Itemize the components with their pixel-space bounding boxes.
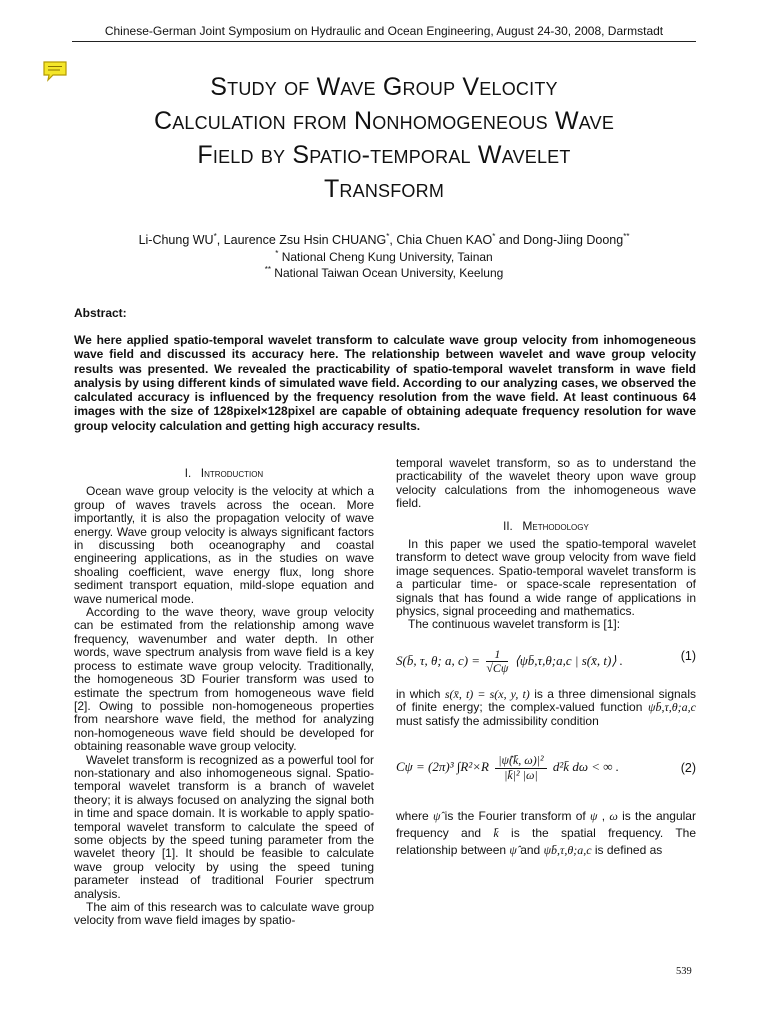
affiliation-mark: * <box>213 231 217 241</box>
page-number: 539 <box>676 966 692 977</box>
left-column <box>74 464 374 928</box>
right-column <box>396 457 696 859</box>
equation-1 <box>396 638 696 682</box>
section-heading-methodology: II. Methodology <box>503 518 589 533</box>
equation-denominator: √Cψ <box>486 661 509 676</box>
author-name: Dong-Jiing Doong <box>523 233 624 247</box>
paragraph: in which s(x̄, t) = s(x, y, t) is a three dimensional signals of finite energy; the complex-valued function ψb̄,τ,θ;a,c must satisfy the admissibility condition <box>396 686 697 728</box>
paragraph: where ψ̂ is the Fourier transform of ψ , ω is the angular frequency and k̄ is the spatial frequency. The relationship between ψ̂ and ψb̄,τ,θ;a,c is defined as <box>396 809 697 858</box>
equation-numerator: 1 <box>486 648 508 662</box>
paragraph: Wavelet transform is recognized as a powerful tool for non-stationary and also inhomogeneous signal. Spatio-temporal wavelet transform is a branch of wavelet theory; it is always focused on analyzing the signal both in time and space domain. It is workable to apply spatio-temporal wavelet transform to calculate the speed of some objects by the speed tuning parameter from the wavelet theory [1]. It should be feasible to calculate wave group velocity by using the speed tuning parameter instead of traditional Fourier spectrum analysis. <box>74 752 374 901</box>
title-line: Study of Wave Group Velocity <box>210 73 558 101</box>
title-line: Transform <box>323 175 445 203</box>
abstract-heading: Abstract: <box>74 306 127 320</box>
equation-number: (2) <box>680 761 696 776</box>
paragraph: temporal wavelet transform, so as to understand the practicability of the wavelet theory upon wave group velocity calculations from the inhomogeneous wave field. <box>396 456 696 511</box>
affiliation-mark: ** <box>623 231 630 241</box>
affiliation-mark: * <box>492 231 496 241</box>
paragraph: The aim of this research was to calculate wave group velocity from wave field images by spatio- <box>74 900 374 928</box>
paragraph: Ocean wave group velocity is the velocity at which a group of waves travels across the ocean. More importantly, it is also the propagation velocity of wave energy. Wave group velocity is always significant factors in discussing both oceanography and coastal engineering applications, as in the studies on wave shoaling coefficient, wave energy flux, long shore sediment transport equation, mild-slope equation and wave numerical mode. <box>74 484 374 606</box>
running-header: Chinese-German Joint Symposium on Hydraulic and Ocean Engineering, August 24-30, 2008, Darmstadt <box>72 24 696 42</box>
section-heading-introduction: I. Introduction <box>184 466 264 480</box>
equation-number: (1) <box>680 648 696 663</box>
author-name: Chia Chuen KAO <box>396 233 493 247</box>
affiliation-2: ** National Taiwan Ocean University, Keelung <box>264 265 504 280</box>
equation-rhs: ⟨ψb̄,τ,θ;a,c | s(x̄, t)⟩ . <box>514 652 623 668</box>
affiliation-mark: * <box>386 231 390 241</box>
abstract-text: We here applied spatio-temporal wavelet transform to calculate wave group velocity from inhomogeneous wave field and discussed its accuracy here. The relationship between wavelet and wave group velocity results was presented. We revealed the practicability of spatio-temporal wavelet transform in wave field analysis by using different kinds of simulated wave field. According to our analyzing cases, we observed the calculated accuracy is influenced by the frequency resolution from the wave field. At least continuous 64 images with the size of 128pixel×128pixel are capable of obtaining adequate frequency resolution for wave group velocity calculation and getting high accuracy results. <box>74 333 696 433</box>
equation-2 <box>396 742 696 802</box>
affiliation-1: * National Cheng Kung University, Tainan <box>275 249 493 264</box>
equation-lhs: Cψ = (2π)³ ∫R²×R <box>396 758 489 774</box>
author-list: Li-Chung WU*, Laurence Zsu Hsin CHUANG*, Chia Chuen KAO* and Dong-Jiing Doong** <box>138 231 630 247</box>
paragraph: The continuous wavelet transform is [1]: <box>408 617 621 632</box>
paragraph: According to the wave theory, wave group velocity can be estimated from the relationship among wave frequency, wavenumber and water depth. In other words, wave spectrum analysis from wave field is a key process to estimate wave group velocity. Traditionally, the homogeneous 3D Fourier transform was used to estimate the spectrum from homogeneous wave field [2]. Owing to possible non-homogeneous properties from nearshore wave field, the method for analyzing non-homogeneous wave field should be developed for obtaining reasonable wave group velocity. <box>74 605 374 754</box>
paper-title <box>60 70 708 206</box>
title-line: Field by Spatio-temporal Wavelet <box>197 141 571 169</box>
author-name: Laurence Zsu Hsin CHUANG <box>223 233 387 247</box>
equation-denominator: |k̄|² |ω| <box>504 767 538 782</box>
paragraph: In this paper we used the spatio-temporal wavelet transform to detect wave group velocity from wave field image sequences. Spatio-temporal wavelet transform is a particular time- or space-scale representation of signals that has found a wide range of applications in physics, signal proceeding and mathematics. <box>396 537 696 619</box>
title-line: Calculation from Nonhomogeneous Wave <box>153 107 615 135</box>
author-name: Li-Chung WU <box>138 233 214 247</box>
equation-rhs: d²k̄ dω < ∞ . <box>552 758 620 774</box>
equation-numerator: |ψ̂(k̄, ω)|² <box>495 754 546 768</box>
equation-lhs: S(b̄, τ, θ; a, c) = <box>396 652 481 668</box>
